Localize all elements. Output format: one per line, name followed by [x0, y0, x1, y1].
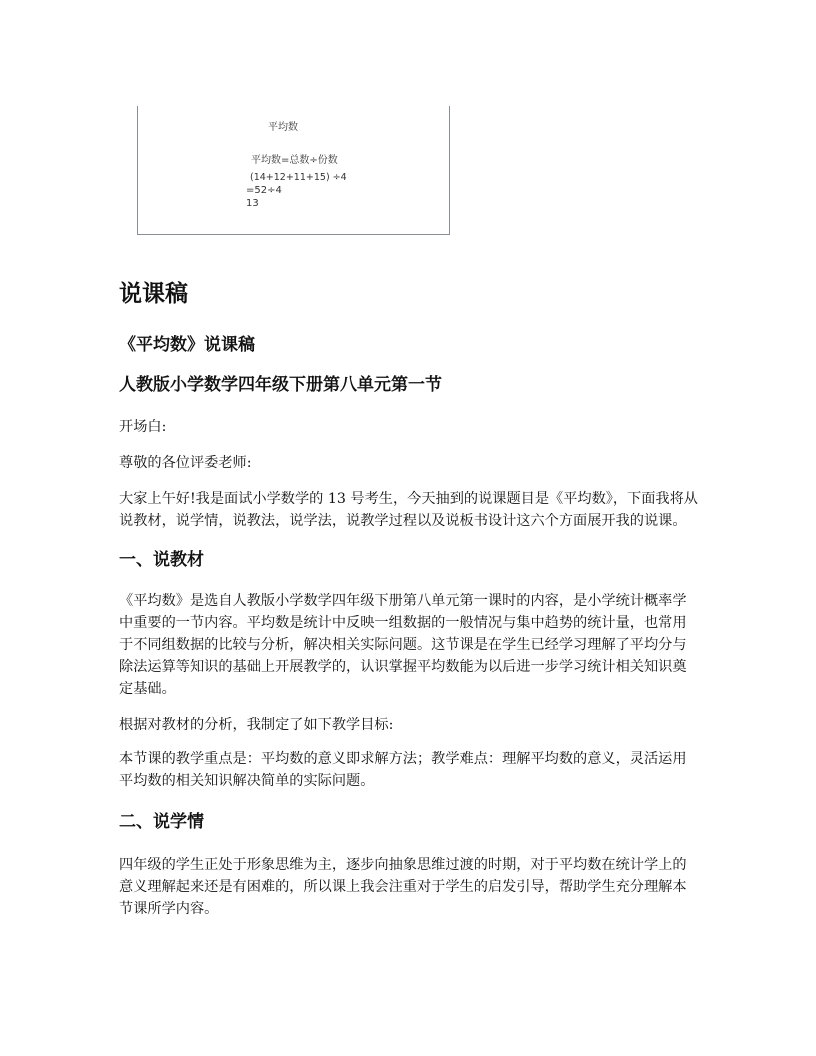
- section-heading-students: 二、说学情: [119, 812, 204, 832]
- intro-paragraph: 大家上午好!我是面试小学数学的 13 号考生，今天抽到的说课题目是《平均数》，下面我将从说教材，说学情，说教法，说学法，说教学过程以及说板书设计这六个方面展开我的说课。: [119, 491, 698, 529]
- goals-intro: 根据对教材的分析，我制定了如下教学目标:: [119, 717, 394, 733]
- student-analysis-paragraph: 四年级的学生正处于形象思维为主，逐步向抽象思维过渡的时期，对于平均数在统计学上的意义理解起来还是有困难的，所以课上我会注重对于学生的启发引导，帮助学生充分理解本节课所学内容。: [119, 857, 687, 917]
- textbook-analysis-paragraph: 《平均数》是选自人教版小学数学四年级下册第八单元第一课时的内容，是小学统计概率学中重要的一节内容。平均数是统计中反映一组数据的一般情况与集中趋势的统计量，也常用于不同组数据的比较与分析，解决相关实际问题。这节课是在学生已经学习理解了平均分与除法运算等知识的基础上开展教学的，认识掌握平均数能为以后进一步学习统计相关知识奠定基础。: [119, 593, 687, 697]
- section-heading-textbook: 一、说教材: [119, 550, 204, 570]
- board-calc-line-1: (14+12+11+15) ÷4: [250, 172, 347, 183]
- board-formula: 平均数=总数÷份数: [251, 155, 338, 166]
- lesson-title: 《平均数》说课稿: [119, 335, 255, 355]
- board-title: 平均数: [268, 122, 298, 133]
- board-calc-line-3: 13: [246, 198, 259, 209]
- blackboard-design-box: [137, 106, 450, 235]
- greeting: 尊敬的各位评委老师:: [119, 455, 252, 471]
- key-points-paragraph: 本节课的教学重点是：平均数的意义即求解方法；教学难点：理解平均数的意义，灵活运用平均数的相关知识解决简单的实际问题。: [119, 751, 687, 789]
- document-title: 说课稿: [119, 281, 188, 307]
- textbook-info: 人教版小学数学四年级下册第八单元第一节: [119, 375, 442, 395]
- board-calc-line-2: =52÷4: [246, 185, 282, 196]
- document-body: [119, 278, 699, 920]
- opening-label: 开场白:: [119, 419, 167, 435]
